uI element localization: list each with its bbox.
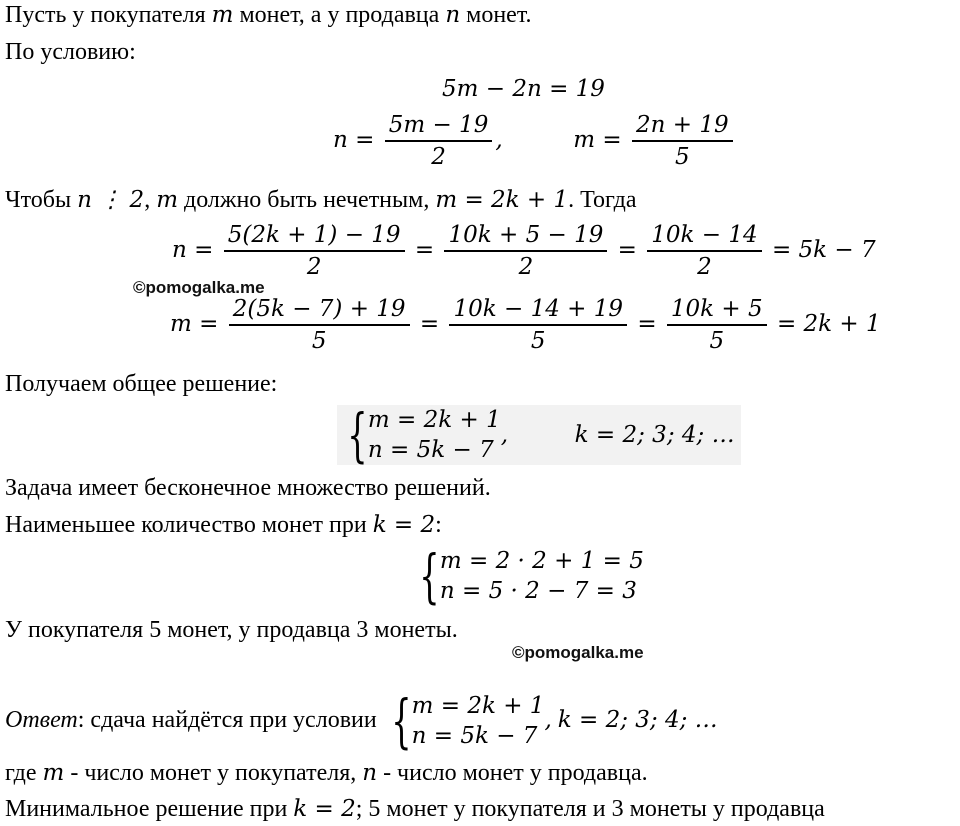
text: Минимальное решение при xyxy=(5,796,294,822)
numerator: 5(2k + 1) − 19 xyxy=(227,222,401,248)
text: Пусть у покупателя xyxy=(5,2,212,28)
equals: = xyxy=(419,311,440,337)
minimal-solution-line xyxy=(5,795,825,823)
intro-line xyxy=(5,1,532,29)
general-solution-system xyxy=(337,401,741,469)
lhs: n = xyxy=(333,127,375,153)
system-row: n = 5k − 7 xyxy=(367,437,494,463)
math-expr: k = 2 xyxy=(293,796,356,822)
text: - число монет у покупателя, xyxy=(64,760,363,786)
text: ; 5 монет у покупателя и 3 монеты у продавца xyxy=(355,796,825,822)
system-row: n = 5k − 7 xyxy=(411,723,538,750)
infinite-solutions-line xyxy=(5,474,491,502)
comma: , xyxy=(544,707,552,733)
fraction xyxy=(385,110,493,172)
min-solution-system xyxy=(411,542,644,610)
fraction xyxy=(667,294,767,356)
fraction xyxy=(632,110,733,172)
equals: = xyxy=(414,237,435,263)
fraction xyxy=(229,294,410,356)
answer-line xyxy=(5,687,718,756)
fraction xyxy=(224,220,405,282)
result-line xyxy=(5,616,458,644)
text: Чтобы xyxy=(5,187,78,213)
equation-n-derivation xyxy=(172,220,876,282)
watermark: ©pomogalka.me xyxy=(512,643,644,662)
comma: , xyxy=(500,422,509,448)
math-expr: k = 2 xyxy=(372,512,436,538)
fraction xyxy=(647,220,761,282)
equation-main: 5m − 2n = 19 xyxy=(442,76,605,102)
brace: { xyxy=(347,401,368,469)
system-row: n = 5 · 2 − 7 = 3 xyxy=(439,578,637,604)
text: монет. xyxy=(460,2,532,28)
equation-express xyxy=(333,110,736,172)
comma: , xyxy=(495,127,503,153)
min-coins-line xyxy=(5,511,442,539)
text: : xyxy=(435,512,442,538)
equals: = xyxy=(637,311,657,337)
brace: { xyxy=(419,542,440,610)
rhs: = 5k − 7 xyxy=(771,237,876,263)
denominator: 5 xyxy=(632,140,733,172)
numerator: 10k + 5 − 19 xyxy=(448,222,604,248)
numerator: 2n + 19 xyxy=(635,112,729,138)
system xyxy=(339,401,501,469)
system-row: m = 2k + 1 xyxy=(411,693,545,720)
k-values: k = 2; 3; 4; … xyxy=(557,707,718,733)
numerator: 10k + 5 xyxy=(670,296,763,322)
system-row: m = 2k + 1 xyxy=(367,407,501,433)
numerator: 10k − 14 + 19 xyxy=(453,296,623,322)
fraction xyxy=(449,294,627,356)
denominator: 2 xyxy=(444,250,607,282)
text: Наименьшее количество монет при xyxy=(5,512,373,538)
condition-line xyxy=(5,38,136,66)
denominator: 5 xyxy=(449,324,627,356)
denominator: 5 xyxy=(667,324,767,356)
math-expr: n ⋮ 2 xyxy=(77,187,145,213)
equals: = xyxy=(617,237,637,263)
lhs: m = xyxy=(573,127,622,153)
numerator: 2(5k − 7) + 19 xyxy=(232,296,406,322)
denominator: 5 xyxy=(229,324,410,356)
text: : сдача найдётся при условии xyxy=(77,707,383,733)
math-var: n xyxy=(445,2,461,28)
math-var: n xyxy=(362,760,378,786)
answer-system xyxy=(383,687,545,756)
answer-label: Ответ xyxy=(5,707,78,733)
text: монет, а у продавца xyxy=(233,2,446,28)
text: По условию: xyxy=(5,39,136,65)
k-values: k = 2; 3; 4; … xyxy=(574,422,735,448)
brace: { xyxy=(391,687,412,756)
definition-line xyxy=(5,759,648,787)
equation-m-derivation xyxy=(170,294,881,356)
math-expr: m = 2k + 1 xyxy=(435,187,569,213)
math-var: m xyxy=(42,760,65,786)
text: где xyxy=(5,760,43,786)
lhs: n = xyxy=(172,237,214,263)
lhs: m = xyxy=(170,311,219,337)
denominator: 2 xyxy=(385,140,493,172)
parity-line xyxy=(5,186,637,214)
math-var: m xyxy=(156,187,178,213)
text: должно быть нечетным, xyxy=(178,187,436,213)
system-row: m = 2 · 2 + 1 = 5 xyxy=(439,548,644,574)
general-solution-heading xyxy=(5,370,277,398)
text: Получаем общее решение: xyxy=(5,371,278,397)
numerator: 5m − 19 xyxy=(388,112,489,138)
text: Задача имеет бесконечное множество решений. xyxy=(5,475,491,501)
text: - число монет у продавца. xyxy=(377,760,648,786)
denominator: 2 xyxy=(224,250,405,282)
text: . Тогда xyxy=(568,187,637,213)
watermark: ©pomogalka.me xyxy=(133,278,265,297)
math-var: m xyxy=(211,2,234,28)
text: , xyxy=(144,187,157,213)
system xyxy=(411,542,644,610)
numerator: 10k − 14 xyxy=(651,222,758,248)
text: У покупателя 5 монет, у продавца 3 монеты. xyxy=(5,617,458,643)
rhs: = 2k + 1 xyxy=(776,311,881,337)
denominator: 2 xyxy=(647,250,761,282)
fraction xyxy=(444,220,607,282)
